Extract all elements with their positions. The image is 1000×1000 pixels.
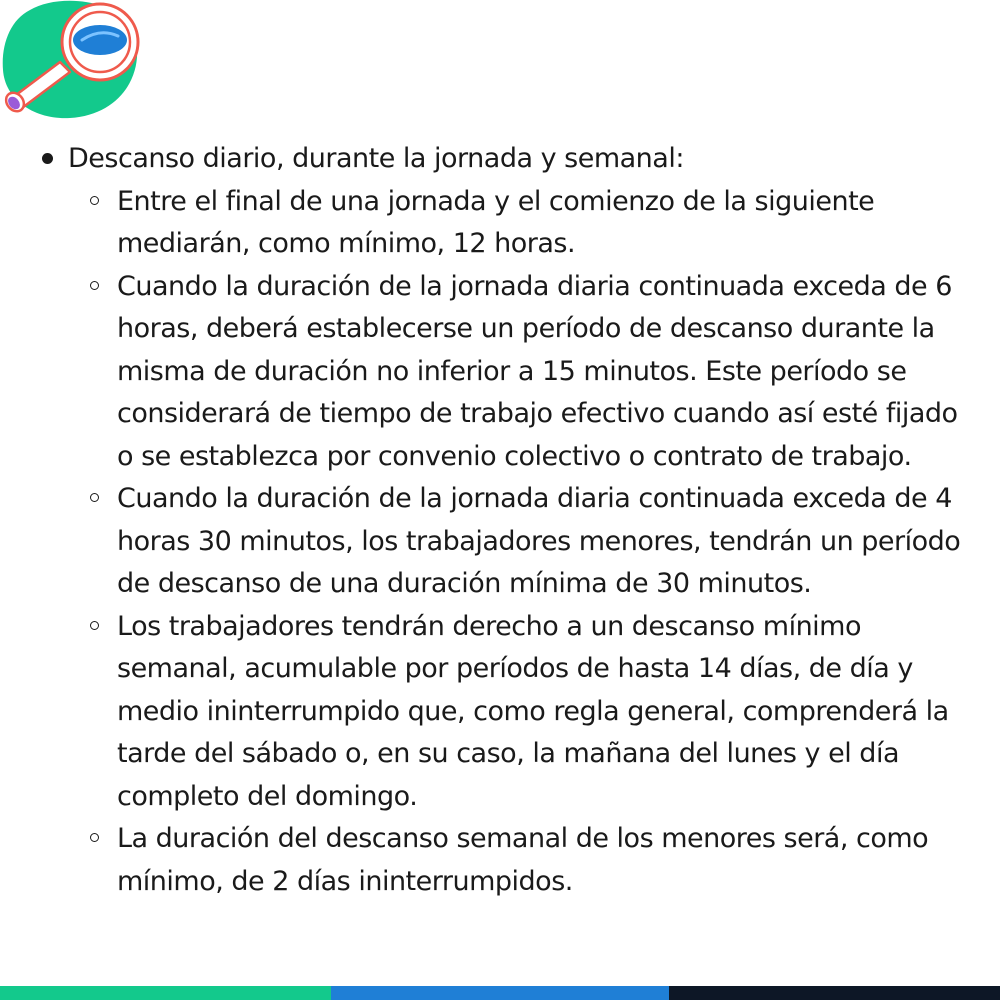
sub-item-text: Cuando la duración de la jornada diaria continuada exceda de 6 horas, deberá establecerse un período de descanso durante la misma de duración no inferior a 15 minutos. Este período se considerará de tiempo de trabajo efectivo cuando así esté fijado o se establezca por convenio colectivo o contrato de trabajo. — [117, 270, 958, 472]
bullet-circle — [90, 833, 99, 842]
sub-list-item — [40, 818, 980, 903]
logo-lens — [62, 4, 138, 80]
bullet-circle — [90, 281, 99, 290]
sub-item-text: Entre el final de una jornada y el comienzo de la siguiente mediarán, como mínimo, 12 horas. — [117, 185, 875, 259]
sub-item-text: Los trabajadores tendrán derecho a un descanso mínimo semanal, acumulable por períodos de hasta 14 días, de día y medio ininterrumpido que, como regla general, comprenderá la tarde del sábado o, en su caso, la mañana del lunes y el día completo del domingo. — [117, 610, 949, 812]
sub-list — [40, 181, 980, 904]
sub-item-text: La duración del descanso semanal de los menores será, como mínimo, de 2 días ininterrumpidos. — [117, 823, 929, 897]
bullet-circle — [90, 493, 99, 502]
sub-list-item — [40, 478, 980, 606]
sub-list-item — [40, 606, 980, 819]
content — [40, 138, 980, 903]
bullet-disc — [42, 153, 53, 164]
bullet-circle — [90, 196, 99, 205]
main-list-item — [40, 138, 980, 181]
sub-item-text: Cuando la duración de la jornada diaria continuada exceda de 4 horas 30 minutos, los trabajadores menores, tendrán un período de descanso de una duración mínima de 30 minutos. — [117, 483, 961, 599]
sub-list-item — [40, 181, 980, 266]
footer-segment-dark — [669, 986, 1000, 1000]
footer-color-bar — [0, 986, 1000, 1000]
logo — [0, 0, 160, 125]
footer-segment-green — [0, 986, 331, 1000]
bullet-circle — [90, 621, 99, 630]
list-heading: Descanso diario, durante la jornada y semanal: — [68, 143, 684, 174]
sub-list-item — [40, 266, 980, 479]
footer-segment-blue — [331, 986, 669, 1000]
magnifying-glass-icon — [0, 0, 160, 125]
